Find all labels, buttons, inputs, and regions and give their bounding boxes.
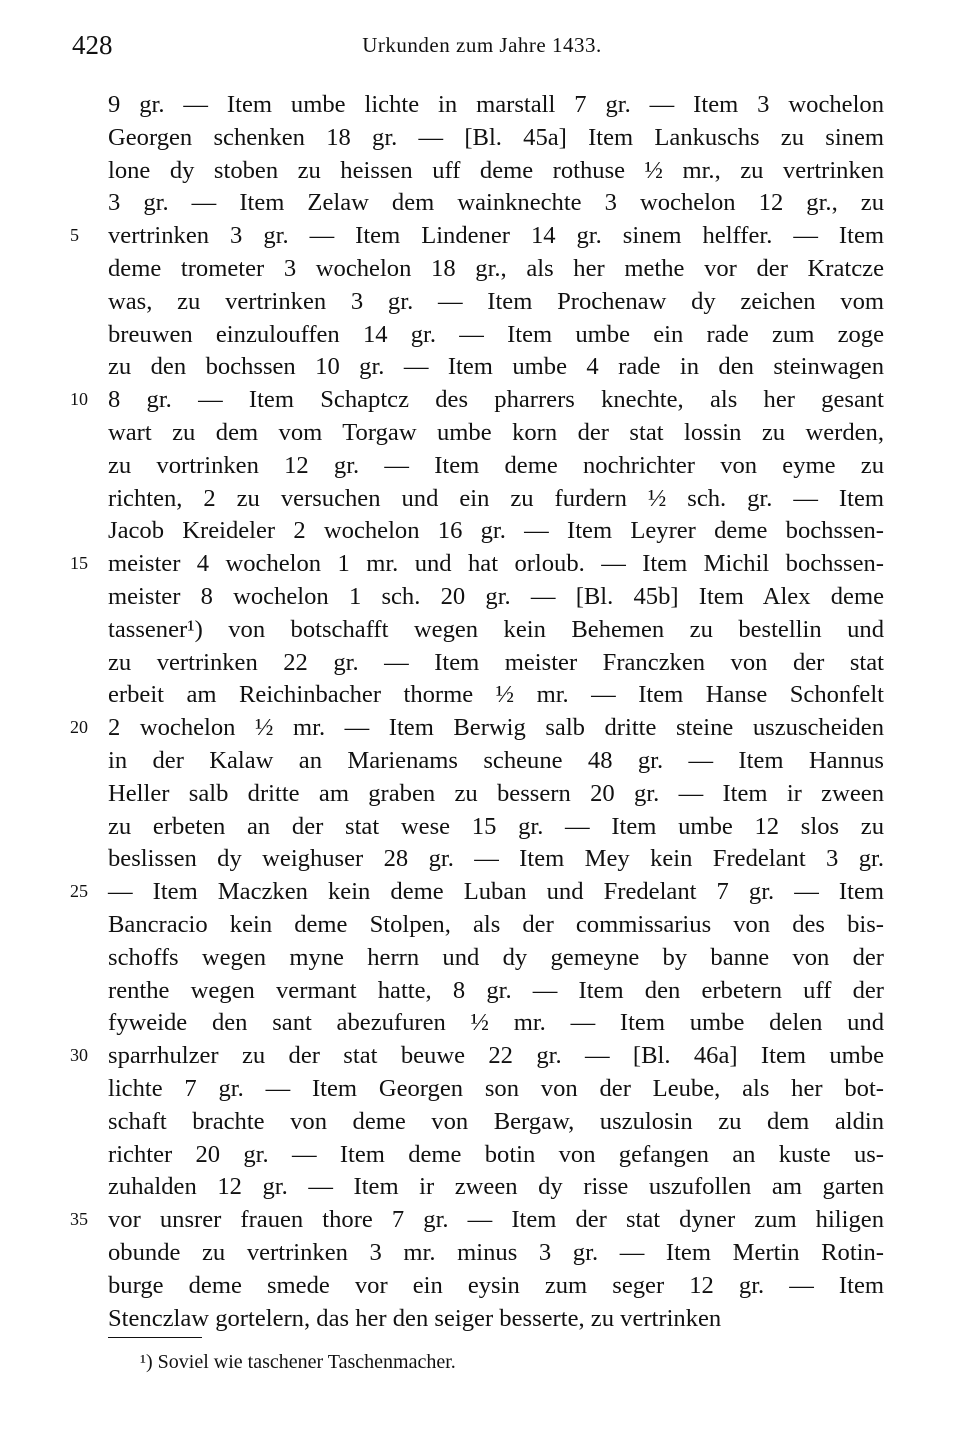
text-line: richten, 2 zu versuchen und ein zu furdern ½ sch. gr. — Item (108, 484, 884, 512)
line-number: 10 (70, 389, 88, 410)
text-line: wart zu dem vom Torgaw umbe korn der stat lossin zu werden, (108, 419, 884, 446)
text-line: breuwen einzulouffen 14 gr. — Item umbe ein rade zum zoge (108, 320, 884, 348)
footnote-divider (108, 1337, 202, 1338)
line-number: 35 (70, 1209, 88, 1230)
text-line: fyweide den sant abezufuren ½ mr. — Item umbe delen und (108, 1009, 884, 1037)
text-line: — Item Maczken kein deme Luban und Fredelant 7 gr. — Item (108, 878, 884, 906)
text-line: 3 gr. — Item Zelaw dem wainknechte 3 wochelon 12 gr., zu (108, 189, 884, 217)
text-line: meister 8 wochelon 1 sch. 20 gr. — [Bl. 45b] Item Alex deme (108, 583, 884, 610)
text-line: Stenczlaw gortelern, das her den seiger besserte, zu vertrinken (108, 1304, 722, 1332)
page-header (72, 30, 892, 66)
text-line: schoffs wegen myne herrn und dy gemeyne by banne von der (108, 943, 884, 971)
line-number: 30 (70, 1045, 88, 1066)
line-number: 5 (70, 225, 79, 246)
text-line: renthe wegen vermant hatte, 8 gr. — Item den erbetern uff der (108, 976, 884, 1004)
text-line: obunde zu vertrinken 3 mr. minus 3 gr. — Item Mertin Rotin- (108, 1239, 884, 1266)
text-line: 2 wochelon ½ mr. — Item Berwig salb dritte steine uszuscheiden (108, 714, 884, 742)
text-line: sparrhulzer zu der stat beuwe 22 gr. — [Bl. 46a] Item umbe (108, 1042, 884, 1070)
page-number: 428 (72, 30, 113, 60)
text-line: richter 20 gr. — Item deme botin von gefangen an kuste us- (108, 1140, 884, 1168)
text-line: tassener¹) von botschafft wegen kein Behemen zu bestellin und (108, 615, 884, 643)
text-line: schaft brachte von deme von Bergaw, uszulosin zu dem aldin (108, 1107, 884, 1135)
text-line: zuhalden 12 gr. — Item ir zween dy risse uszufollen am garten (108, 1173, 884, 1201)
text-line: beslissen dy weighuser 28 gr. — Item Mey kein Fredelant 3 gr. (108, 845, 884, 873)
text-line: zu erbeten an der stat wese 15 gr. — Item umbe 12 slos zu (108, 812, 884, 840)
text-line: 8 gr. — Item Schaptcz des pharrers knechte, als her gesant (108, 386, 884, 414)
text-line: vor unsrer frauen thore 7 gr. — Item der stat dyner zum hiligen (108, 1206, 884, 1234)
line-number: 25 (70, 881, 88, 902)
line-number: 20 (70, 717, 88, 738)
text-line: was, zu vertrinken 3 gr. — Item Prochenaw dy zeichen vom (108, 287, 884, 315)
text-line: burge deme smede vor ein eysin zum seger 12 gr. — Item (108, 1271, 884, 1299)
text-line: Jacob Kreideler 2 wochelon 16 gr. — Item Leyrer deme bochssen- (108, 517, 884, 545)
text-line: Bancracio kein deme Stolpen, als der commissarius von des bis- (108, 911, 884, 938)
text-line: deme trometer 3 wochelon 18 gr., als her methe vor der Kratcze (108, 255, 884, 282)
text-line: in der Kalaw an Marienams scheune 48 gr. — Item Hannus (108, 747, 884, 774)
text-line: Georgen schenken 18 gr. — [Bl. 45a] Item Lankuschs zu sinem (108, 123, 884, 151)
text-line: meister 4 wochelon 1 mr. und hat orloub. — Item Michil bochssen- (108, 550, 884, 578)
text-line: erbeit am Reichinbacher thorme ½ mr. — Item Hanse Schonfelt (108, 681, 884, 709)
text-line: zu den bochssen 10 gr. — Item umbe 4 rade in den steinwagen (108, 353, 884, 381)
text-line: lichte 7 gr. — Item Georgen son von der Leube, als her bot- (108, 1075, 884, 1102)
text-line: Heller salb dritte am graben zu bessern 20 gr. — Item ir zween (108, 779, 884, 807)
text-line: lone dy stoben zu heissen uff deme rothuse ½ mr., zu vertrinken (108, 156, 884, 184)
running-head: Urkunden zum Jahre 1433. (362, 33, 602, 57)
line-number: 15 (70, 553, 88, 574)
text-line: 9 gr. — Item umbe lichte in marstall 7 gr. — Item 3 wochelon (108, 91, 884, 118)
text-line: zu vortrinken 12 gr. — Item deme nochrichter von eyme zu (108, 451, 884, 479)
text-line: vertrinken 3 gr. — Item Lindener 14 gr. sinem helffer. — Item (108, 222, 884, 250)
footnote: ¹) Soviel wie taschener Taschenmacher. (140, 1351, 456, 1373)
text-line: zu vertrinken 22 gr. — Item meister Franczken von der stat (108, 648, 884, 676)
